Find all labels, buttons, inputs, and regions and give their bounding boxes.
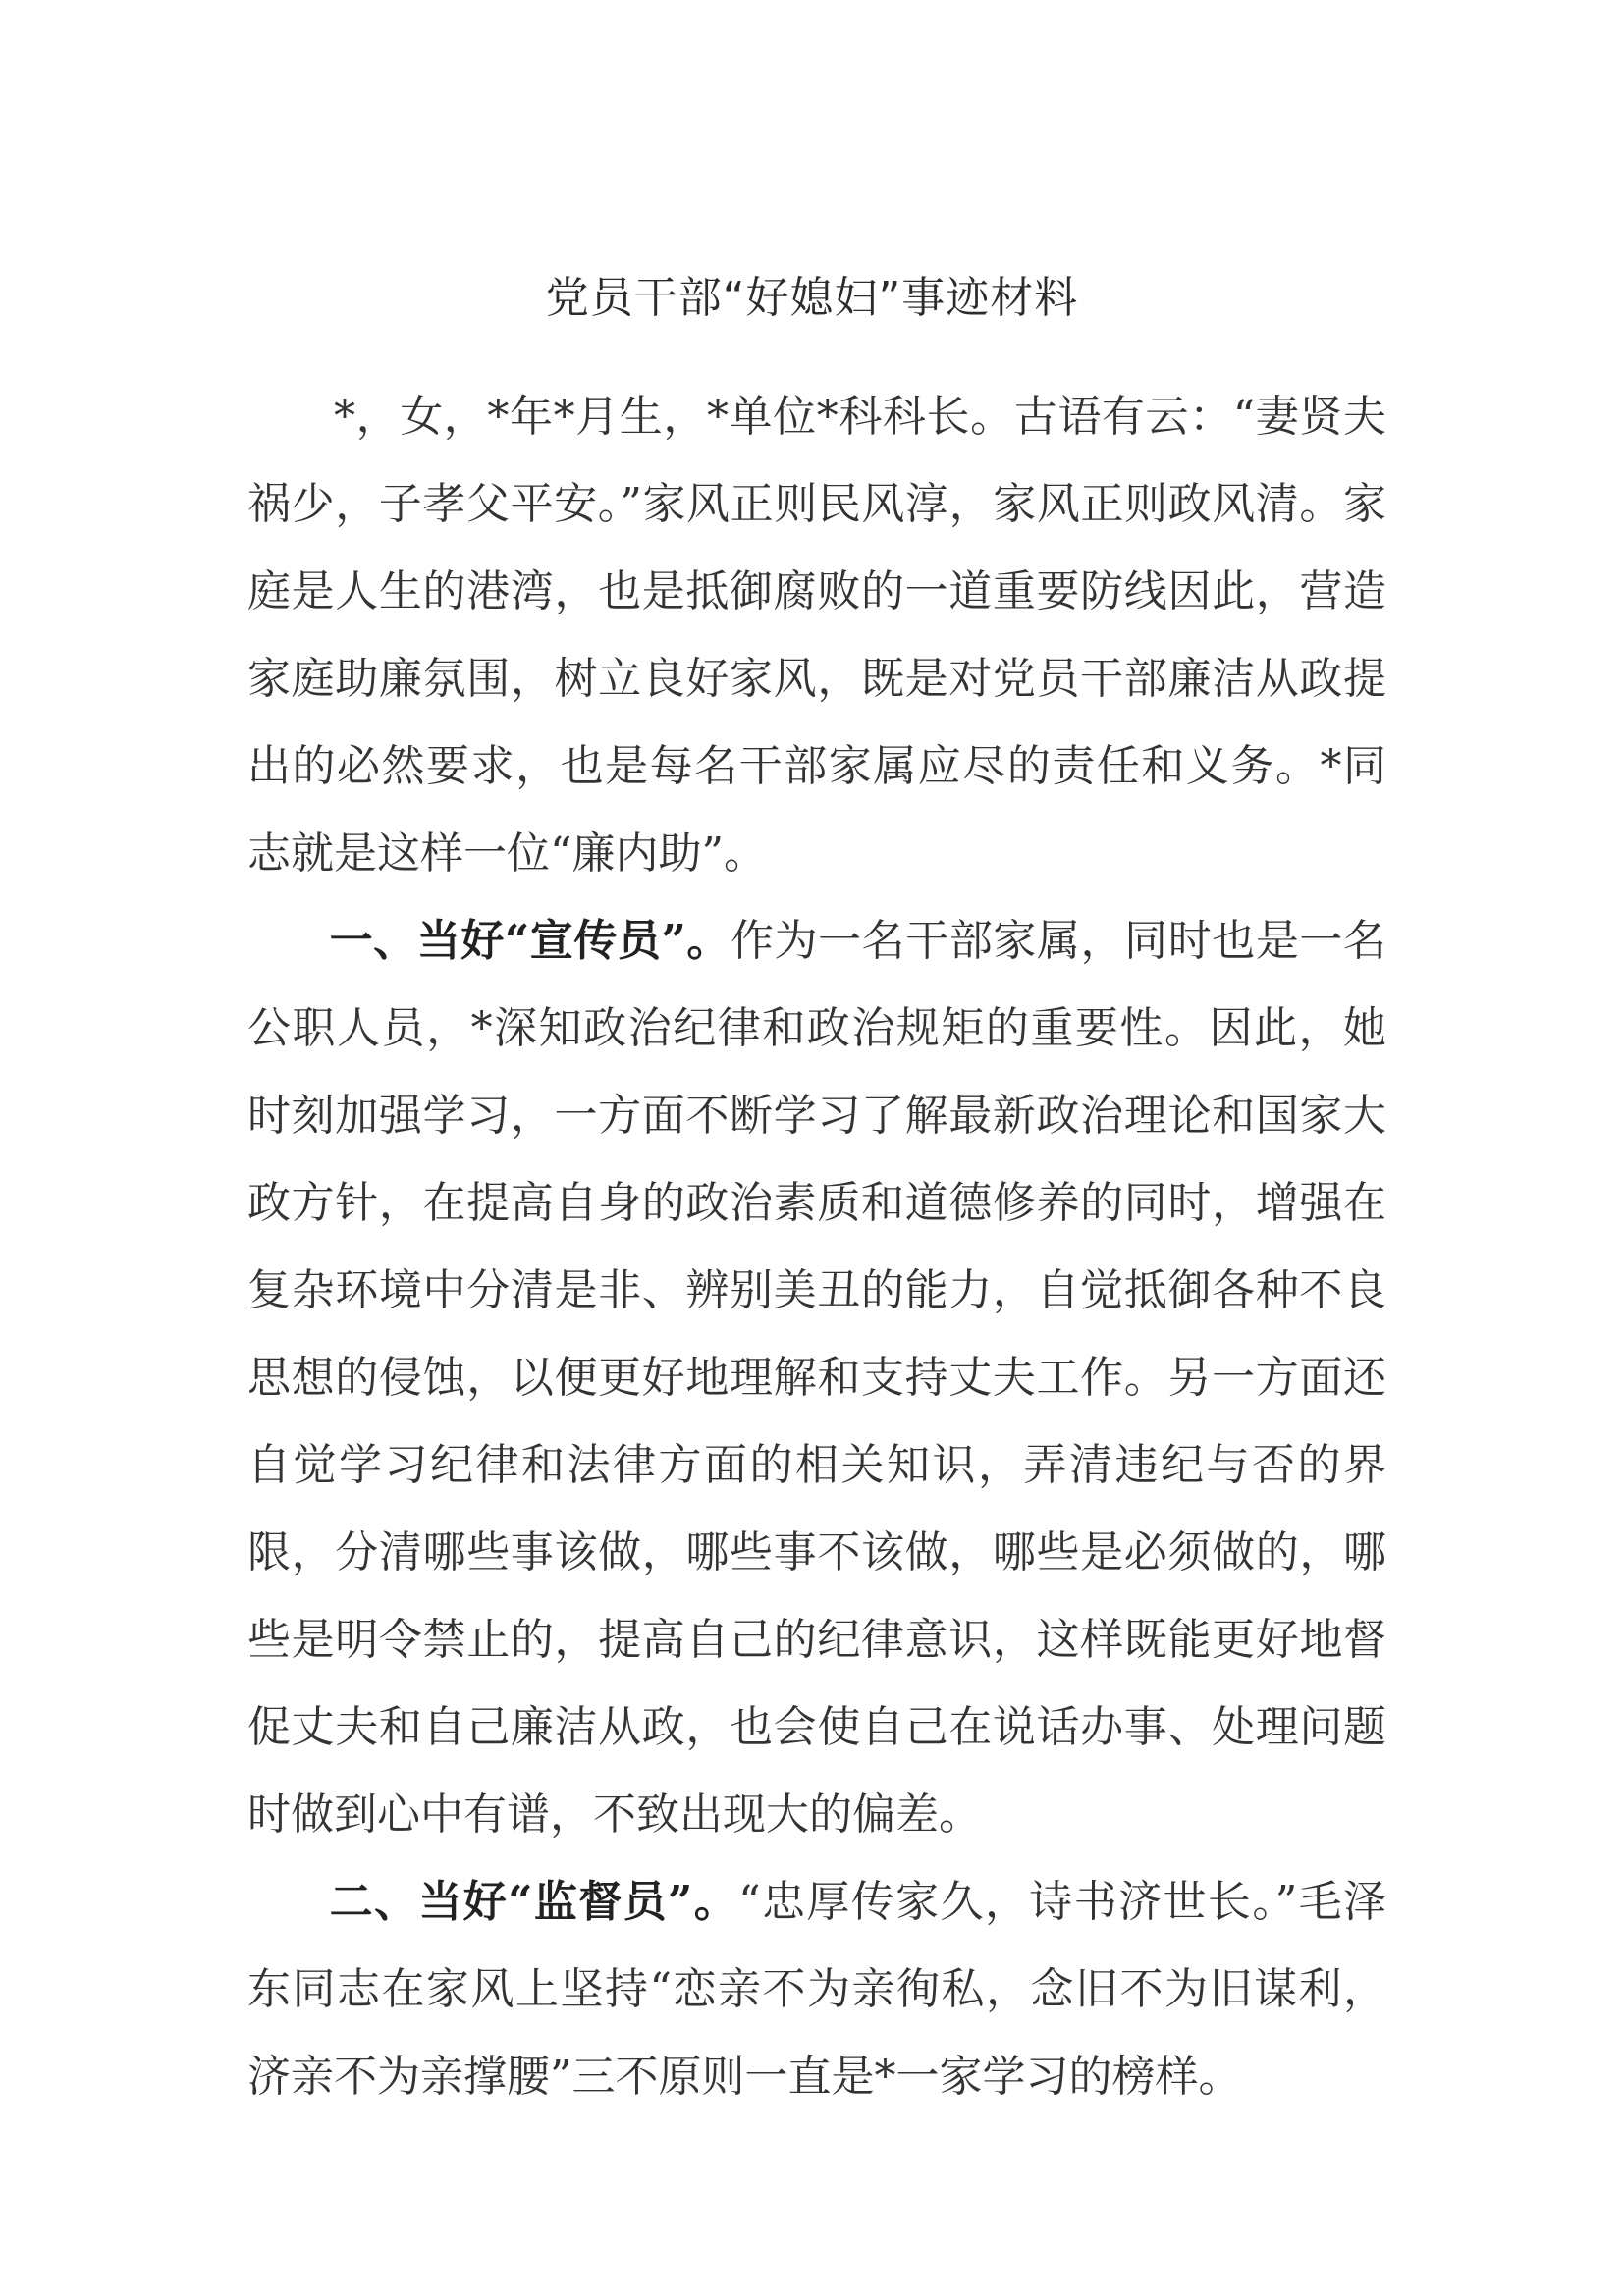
document-body — [247, 373, 1386, 2120]
paragraph-text: 作为一名干部家属，同时也是一名公职人员，*深知政治纪律和政治规矩的重要性。因此，她时刻加强学习，一方面不断学习了解最新政治理论和国家大政方针，在提高自身的政治素质和道德修养的同时，增强在复杂环境中分清是非、辨别美丑的能力，自觉抵御各种不良思想的侵蚀，以便更好地理解和支持丈夫工作。另一方面还自觉学习纪律和法律方面的相关知识，弄清违纪与否的界限，分清哪些事该做，哪些事不该做，哪些是必须做的，哪些是明令禁止的，提高自己的纪律意识，这样既能更好地督促丈夫和自己廉洁从政，也会使自己在说话办事、处理问题时做到心中有谱，不致出现大的偏差。 — [247, 916, 1386, 1840]
paragraph-intro — [247, 373, 1386, 897]
paragraph-text: “忠厚传家久，诗书济世长。”毛泽东同志在家风上坚持“恋亲不为亲徇私，念旧不为旧谋利，济亲不为亲撑腰”三不原则一直是*一家学习的榜样。 — [247, 1877, 1386, 2102]
paragraph-section-1 — [247, 897, 1386, 1858]
document-title: 党员干部“好媳妇”事迹材料 — [545, 273, 1079, 323]
section-heading-propagandist: 一、当好“宣传员”。 — [329, 916, 731, 966]
paragraph-text: *，女，*年*月生，*单位*科科长。古语有云：“妻贤夫祸少，子孝父平安。”家风正则民风淳，家风正则政风清。家庭是人生的港湾，也是抵御腐败的一道重要防线因此，营造家庭助廉氛围，树立良好家风，既是对党员干部廉洁从政提出的必然要求，也是每名干部家属应尽的责任和义务。*同志就是这样一位“廉内助”。 — [247, 392, 1386, 879]
section-heading-supervisor: 二、当好“监督员”。 — [329, 1877, 739, 1927]
paragraph-section-2 — [247, 1858, 1386, 2120]
